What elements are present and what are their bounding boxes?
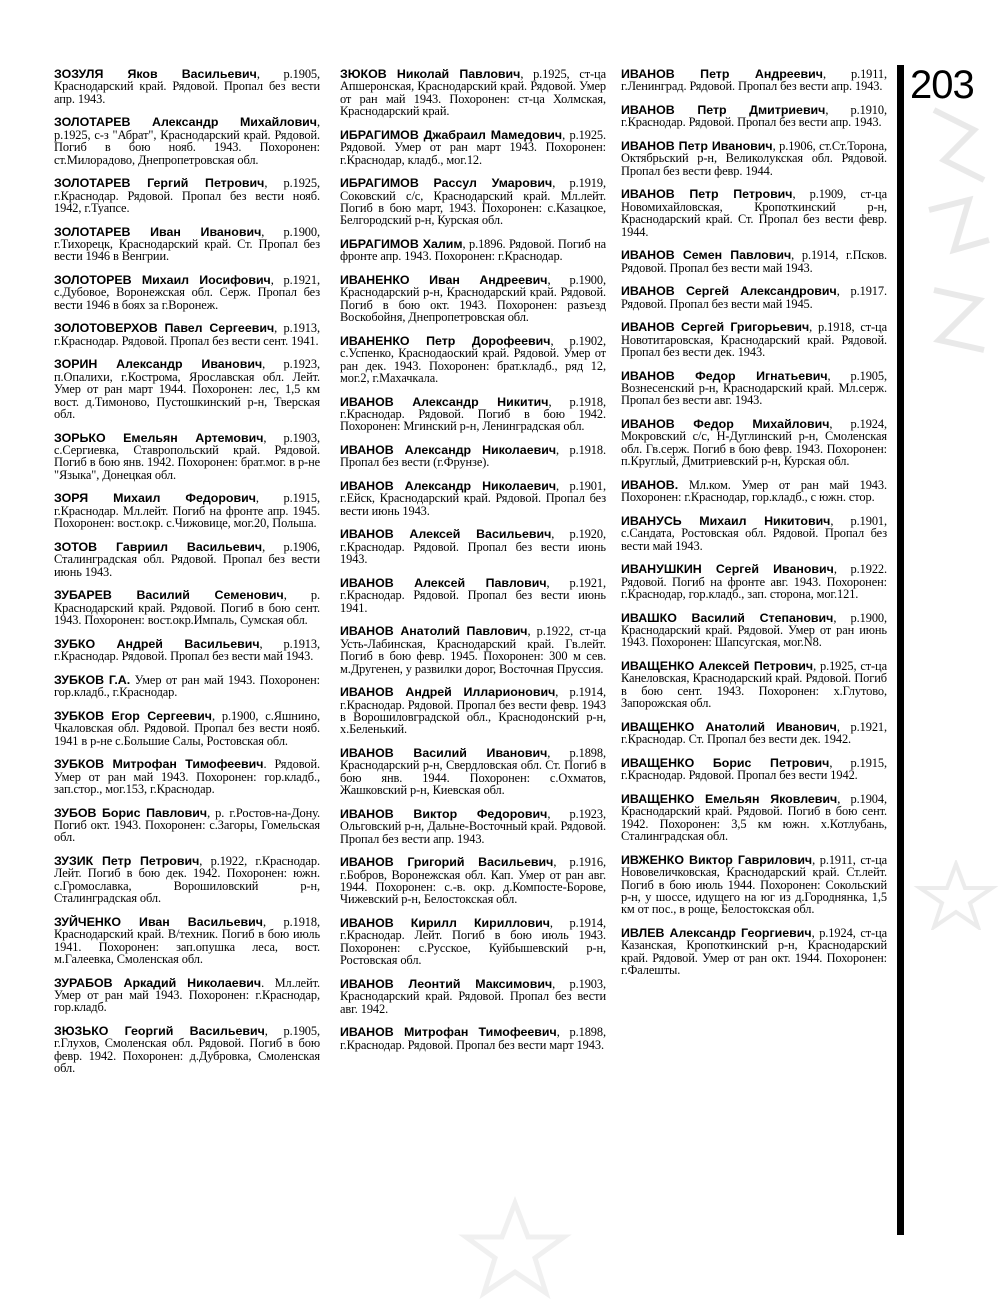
registry-entry <box>54 226 320 263</box>
registry-entry <box>340 856 606 906</box>
registry-entry <box>54 1025 320 1075</box>
person-details: , р.1914, г.Краснодар. Лейт. Погиб в бою июль 1943. Похоронен: с.Русское, Куйбышевский р-н, Ростовская обл. <box>340 915 606 968</box>
person-name: ИВАНОВ Митрофан Тимофеевич <box>340 1025 557 1040</box>
person-details: , р.1918, ст-ца Новотитаровская, Краснодарский край. Рядовой. Пропал без вести дек. 1943. <box>621 320 887 360</box>
person-name: ИВАНОВ Леонтий Максимович <box>340 976 553 991</box>
person-name: ИВАНОВ Григорий Васильевич <box>340 855 554 870</box>
person-details: , р. Краснодарский край. Рядовой. Погиб в бою сент. 1943. Похоронен: вост.окр.Импаль, Сумская обл. <box>54 588 320 628</box>
person-name: ЗОЗУЛЯ Яков Васильевич <box>54 67 257 81</box>
person-details: , р.1915, г.Краснодар. Мл.лейт. Погиб на фронте апр. 1945. Похоронен: вост.окр. с.Чижовице, мог.20, Польша. <box>54 491 320 531</box>
registry-entry <box>340 978 606 1015</box>
person-details: , р.1919, Соковский с/с, Краснодарский край. Мл.лейт. Погиб в бою март, 1943. Похоронен: с.Казацкое, Белгородский р-н, Курская обл. <box>340 176 606 228</box>
person-details: , р.1923, Ольговский р-н, Дальне-Восточный край. Рядовой. Пропал без вести апр. 1943. <box>340 806 606 846</box>
person-name: ИВАНОВ Семен Павлович <box>621 248 792 263</box>
registry-entry <box>340 480 606 517</box>
registry-entry <box>54 807 320 844</box>
registry-entry <box>54 432 320 482</box>
registry-entry <box>54 916 320 966</box>
registry-entry <box>54 674 320 699</box>
person-name: ИВАНОВ Александр Никитич <box>340 394 549 409</box>
person-details: , р.1925. Рядовой. Умер от ран март 1943. Похоронен: г.Краснодар, кладб., мог.12. <box>340 127 607 167</box>
person-details: , р.1902, с.Успенко, Краснодаоский край. Рядовой. Умер от ран дек. 1943. Похоронен: брат.кладб., ряд 12, мог.2, г.Махачкала. <box>340 333 607 386</box>
person-details: , р.1920, г.Краснодар. Рядовой. Пропал без вести июнь 1943. <box>340 527 606 567</box>
registry-entry <box>54 710 320 747</box>
person-details: . Мл.лейт. Умер от ран май 1943. Похоронен: г.Краснодар, гор.кладб. <box>54 975 320 1015</box>
registry-entry <box>340 747 606 797</box>
column-middle <box>340 68 606 1062</box>
person-name: ИВАНОВ Петр Иванович <box>621 139 773 153</box>
person-details: , р.1918. Пропал без вести (г.Фрунзе). <box>340 443 606 470</box>
person-details: , р.1924, Мокровский с/с, Н-Дуглинский р-н, Смоленская обл. Гв.серж. Погиб в бою февр. 1943. Похоронен: п.Круглый, Дмитриевский р-н, Курская обл. <box>621 417 887 469</box>
registry-entry <box>621 793 887 843</box>
person-name: ИВАЩЕНКО Анатолий Иванович <box>621 719 837 734</box>
person-name: ЗЮЗЬКО Георгий Васильевич <box>54 1023 265 1038</box>
person-name: ИВАНОВ Анатолий Павлович <box>340 624 528 639</box>
person-details: , р.1913, г.Краснодар. Рядовой. Пропал без вести сент. 1941. <box>54 321 320 348</box>
registry-entry <box>340 917 606 967</box>
registry-entry <box>621 660 887 710</box>
registry-entry <box>621 321 887 358</box>
person-name: ИВАНОВ Сергей Григорьевич <box>621 320 810 335</box>
person-name: ИВАЩЕНКО Емельян Яковлевич <box>621 791 838 806</box>
person-name: ИВАНОВ Василий Иванович <box>340 745 548 760</box>
registry-entry <box>340 129 606 166</box>
person-name: ИВАНЕНКО Иван Андреевич <box>340 273 548 288</box>
registry-entry <box>340 686 606 736</box>
registry-entry <box>340 177 606 227</box>
person-details: , р.1918, г.Краснодар. Рядовой. Погиб в бою 1942. Похоронен: Мгинский р-н, Ленинградская обл. <box>340 394 606 434</box>
person-details: Умер от ран май 1943. Похоронен: гор.кладб., г.Краснодар. <box>54 672 320 700</box>
registry-entry <box>340 625 606 675</box>
person-details: , р.1898, г.Краснодар. Рядовой. Пропал без вести март 1943. <box>340 1025 606 1052</box>
registry-entry <box>621 140 887 177</box>
page-number: 203 <box>910 63 974 107</box>
person-details: , р.1918, Краснодарский край. В/техник. Погиб в бою июль 1941. Похоронен: зап.опушка леса, вост. м.Галеевка, Смоленская обл. <box>54 914 320 966</box>
person-name: ЗОЛОТОВЕРХОВ Павел Сергеевич <box>54 321 275 336</box>
star-watermark-icon <box>440 1195 590 1305</box>
person-name: ЗОРИН Александр Иванович <box>54 357 263 372</box>
person-name: ЗЮКОВ Николай Павлович <box>340 67 521 81</box>
registry-entry <box>340 1026 606 1051</box>
person-details: , р.1922. Рядовой. Погиб на фронте авг. 1943. Похоронен: г.Краснодар, гор.кладб., зап. сторона, мог.121. <box>621 562 888 602</box>
registry-entry <box>54 177 320 214</box>
registry-entry <box>54 492 320 529</box>
person-details: , р.1905, г.Глухов, Смоленская обл. Рядовой. Погиб в бою февр. 1942. Похоронен: д.Дубровка, Смоленская обл. <box>54 1023 320 1076</box>
person-name: ИВАНОВ Сергей Александрович <box>621 284 837 299</box>
person-name: ЗОЛОТАРЕВ Гергий Петрович <box>54 176 265 191</box>
person-details: , р.1898, Краснодарский р-н, Свердловская обл. Ст. Погиб в бою янв. 1944. Похоронен: с.Охматов, Жашковский р-н, Киевская обл. <box>340 745 606 798</box>
person-details: , р.1905, Вознесенский р-н, Краснодарский край. Мл.серж. Пропал без вести авг. 1943. <box>621 368 887 408</box>
person-details: , р.1911, г.Ленинград. Рядовой. Пропал без вести апр. 1943. <box>621 67 888 94</box>
person-details: , р.1922, г.Краснодар. Лейт. Погиб в бою дек. 1942. Похоронен: южн. с.Громославка, Ворошиловский р-н, Сталинградская обл. <box>54 853 321 906</box>
person-name: ЗОРЬКО Емельян Артемович <box>54 430 264 445</box>
person-name: ИВАНОВ Александр Николаевич <box>340 479 557 494</box>
registry-entry <box>54 358 320 420</box>
person-details: Мл.ком. Умер от ран май 1943. Похоронен: г.Краснодар, гор.кладб., с южн. стор. <box>621 477 887 505</box>
person-name: ИВАНОВ Андрей Илларионович <box>340 685 556 700</box>
registry-entry <box>621 612 887 649</box>
person-details: , р.1921, г.Краснодар. Ст. Пропал без вести дек. 1942. <box>621 719 888 747</box>
person-name: ИВАНОВ Алексей Васильевич <box>340 527 552 542</box>
registry-entry <box>340 335 606 385</box>
person-details: , р.1900, Краснодарский край. Рядовой. Умер от ран июнь 1943. Похоронен: Шапсугская, мог.N8. <box>621 610 888 650</box>
person-details: , р.1917. Рядовой. Пропал без вести май 1945. <box>621 284 887 311</box>
person-details: , р.1900, с.Яшнино, Чкаловская обл. Рядовой. Пропал без вести нояб. 1941 в р-не с.Большие Салы, Ростовская обл. <box>54 708 320 748</box>
person-name: ЗУБКО Андрей Васильевич <box>54 636 260 651</box>
person-name: ЗУЗИК Петр Петрович <box>54 853 200 868</box>
person-name: ИВАНОВ Петр Петрович <box>621 187 793 202</box>
registry-entry <box>621 757 887 782</box>
person-name: ЗУБАРЕВ Василий Семенович <box>54 588 284 603</box>
person-name: ИВАНОВ Федор Игнатьевич <box>621 368 828 383</box>
registry-entry <box>340 528 606 565</box>
person-name: ЗУРАБОВ Аркадий Николаевич <box>54 975 262 990</box>
registry-entry <box>54 274 320 311</box>
registry-entry <box>621 418 887 468</box>
registry-entry <box>621 563 887 600</box>
person-details: , р.1916, г.Бобров, Воронежская обл. Кап. Умер от ран авг. 1944. Похоронен: с.-в. окр. д.Компосте-Борове, Чижевский р-н, Белостокская обл. <box>340 855 606 907</box>
person-name: ЗУБОВ Борис Павлович <box>54 805 208 820</box>
registry-entry <box>54 541 320 578</box>
person-name: ИВАНОВ Федор Михайлович <box>621 417 830 432</box>
person-details: , р.1914, г.Краснодар. Рядовой. Пропал без вести февр. 1943 в Ворошиловградской обл., Краснодонский р-н, х.Беленький. <box>340 685 606 737</box>
registry-entry <box>621 479 887 504</box>
person-details: , р.1900, Краснодарский р-н, Краснодарский край. Рядовой. Погиб в бою окт. 1943. Похоронен: разъезд Воскобойня, Днепропетровская обл. <box>340 273 606 325</box>
person-details: , р.1924, ст-ца Казанская, Кропоткинский р-н, Краснодарский край. Рядовой. Умер от ран окт. 1944. Похоронен: г.Фалешты. <box>621 925 887 978</box>
registry-entry <box>54 68 320 105</box>
person-details: , р.1904, Краснодарский край. Рядовой. Погиб в бою сент. 1942. Похоронен: 3,5 км южн. х.Котлубань, Сталинградская обл. <box>621 791 887 844</box>
registry-entry <box>340 68 606 118</box>
registry-entry <box>54 322 320 347</box>
person-name: ИВАНУСЬ Михаил Никитович <box>621 513 831 528</box>
person-name: ИВАЩЕНКО Борис Петрович <box>621 755 830 770</box>
registry-entry <box>340 444 606 469</box>
person-name: ИВАНОВ Петр Андреевич <box>621 67 823 81</box>
person-details: , р.1921, с.Дубовое, Воронежская обл. Серж. Пропал без вести 1946 в боях за г.Воронеж. <box>54 273 320 312</box>
person-name: ИВЖЕНКО Виктор Гаврилович <box>621 852 813 867</box>
registry-entry <box>54 758 320 795</box>
person-details: , р.1921, г.Краснодар. Рядовой. Пропал без вести июнь 1941. <box>340 575 607 615</box>
person-name: ИВАНОВ Виктор Федорович <box>340 806 548 821</box>
person-details: , р.1910, г.Краснодар. Рядовой. Пропал без вести апр. 1943. <box>621 103 887 130</box>
person-name: ИВАНОВ. <box>621 477 679 492</box>
registry-entry <box>621 249 887 274</box>
person-name: ИВАНЕНКО Петр Дорофеевич <box>340 333 551 348</box>
registry-entry <box>621 854 887 916</box>
person-details: , р.1901, с.Сандата, Ростовская обл. Рядовой. Пропал без вести май 1943. <box>621 513 888 553</box>
person-name: ЗОРЯ Михаил Федорович <box>54 491 256 506</box>
column-right <box>621 68 887 988</box>
star-icon <box>912 860 1000 930</box>
person-details: . Рядовой. Умер от ран май 1943. Похоронен: гор.кладб., зап.стор., мог.153, г.Краснодар. <box>54 757 320 796</box>
person-details: , р.1925, г.Краснодар. Рядовой. Пропал без вести нояб. 1942, г.Туапсе. <box>54 176 320 216</box>
person-details: , р.1922, ст-ца Усть-Лабинская, Краснодарский край. Гв.лейт. Погиб в бою февр. 1945. Похоронен: 300 м сев. м.Другенен, у развилки дорог, Восточная Пруссия. <box>340 624 607 676</box>
registry-entry <box>621 370 887 407</box>
person-name: ИВЛЕВ Александр Георгиевич <box>621 925 812 940</box>
registry-entry <box>340 274 606 324</box>
registry-entry <box>621 927 887 977</box>
registry-entry <box>54 116 320 166</box>
person-details: , р.1903, Краснодарский край. Рядовой. Пропал без вести авг. 1942. <box>340 976 606 1016</box>
person-details: , р.1925, ст-ца Канеловская, Краснодарский край. Рядовой. Погиб в бою сент. 1943. Похоронен: х.Глутово, Запорожская обл. <box>621 659 887 711</box>
registry-entry <box>54 638 320 663</box>
registry-entry <box>621 68 887 93</box>
person-name: ИБРАГИМОВ Халим <box>340 237 463 252</box>
person-details: , р.1913, г.Краснодар. Рядовой. Пропал без вести май 1943. <box>54 636 320 664</box>
person-details: , р.1906, Сталинградская обл. Рядовой. Пропал без вести июнь 1943. <box>54 539 320 579</box>
person-name: ИВАНОВ Петр Дмитриевич <box>621 103 826 117</box>
person-name: ЗУБКОВ Митрофан Тимофеевич <box>54 757 264 772</box>
column-left <box>54 68 320 1086</box>
registry-entry <box>340 396 606 433</box>
person-details: , р.1900, г.Тихорецк, Краснодарский край. Ст. Пропал без вести 1946 в Венгрии. <box>54 224 320 264</box>
registry-entry <box>54 589 320 626</box>
thumb-index-rule <box>897 65 904 1235</box>
registry-entry <box>340 238 606 263</box>
registry-entry <box>621 515 887 552</box>
person-details: , р.1906, ст.Ст.Торона, Октябрьский р-н, Великолукская обл. Рядовой. Пропал без вести февр. 1944. <box>621 139 887 178</box>
person-name: ЗОЛОТАРЕВ Александр Михайлович <box>54 115 317 130</box>
person-name: ИБРАГИМОВ Рассул Умарович <box>340 176 553 191</box>
person-name: ИВАНОВ Алексей Павлович <box>340 575 547 590</box>
person-name: ИБРАГИМОВ Джабраил Мамедович <box>340 127 563 142</box>
person-details: , р.1925, ст-ца Апшеронская, Краснодарский край. Рядовой. Умер от ран май 1943. Похоронен: ст-ца Холмская, Краснодарский край. <box>340 67 606 119</box>
registry-entry <box>621 285 887 310</box>
person-name: ЗОТОВ Гавриил Васильевич <box>54 539 263 554</box>
person-details: , р.1905, Краснодарский край. Рядовой. Пропал без вести апр. 1943. <box>54 67 321 106</box>
registry-entry <box>54 855 320 905</box>
person-details: , р.1901, г.Ейск, Краснодарский край. Рядовой. Пропал без вести июнь 1943. <box>340 479 606 518</box>
registry-entry <box>621 188 887 238</box>
registry-entry <box>621 721 887 746</box>
person-name: ИВАНОВ Александр Николаевич <box>340 443 557 458</box>
registry-entry <box>54 977 320 1014</box>
person-name: ИВАНУШКИН Сергей Иванович <box>621 562 834 577</box>
person-details: , р.1903, с.Сергиевка, Ставропольский край. Рядовой. Погиб в бою янв. 1942. Похоронен: брат.мог. в р-не "Языка", Донецкая обл. <box>54 430 320 482</box>
person-details: , р. г.Ростов-на-Дону. Погиб окт. 1943. Похоронен: с.Загоры, Гомельская обл. <box>54 805 320 845</box>
person-name: ЗОЛОТАРЕВ Иван Иванович <box>54 224 262 239</box>
person-name: ИВАЩЕНКО Алексей Петрович <box>621 659 814 674</box>
person-name: ЗУБКОВ Г.А. <box>54 672 131 687</box>
person-details: , р.1923, п.Опалихи, г.Кострома, Ярославская обл. Лейт. Умер от ран март 1944. Похоронен: лес, 1,5 км вост. д.Тимоново, Пустошкинский р-н, Тверская обл. <box>54 357 320 422</box>
registry-entry <box>340 577 606 614</box>
person-name: ИВАНОВ Кирилл Кириллович <box>340 915 550 930</box>
registry-entry <box>340 808 606 845</box>
person-name: ЗОЛОТОРЕВ Михаил Иосифович <box>54 273 271 288</box>
person-details: , р.1914, г.Псков. Рядовой. Пропал без вести май 1943. <box>621 248 887 275</box>
person-details: , р.1925, с-з "Абрат", Краснодарский край. Рядовой. Погиб в бою нояб. 1943. Похоронен: ст.Милорадово, Днепропетровская обл. <box>54 115 320 167</box>
person-name: ЗУБКОВ Егор Сергеевич <box>54 708 212 723</box>
person-details: , р.1909, ст-ца Новомихайловская, Кропоткинский р-н, Краснодарский край. Ст. Пропал без вести февр. 1944. <box>621 187 887 239</box>
registry-entry <box>621 104 887 129</box>
person-name: ИВАШКО Василий Степанович <box>621 610 834 625</box>
person-details: , р.1915, г.Краснодар. Рядовой. Пропал без вести 1942. <box>621 755 887 783</box>
person-details: , р.1911, ст-ца Нововеличковская, Краснодарский край. Ст.лейт. Погиб в бою июль 1944. Похоронен: Сокольский р-н, у шоссе, идущего на юг из д.Городнянка, 1,5 км от пос., в роще, Белостокская обл. <box>621 852 887 917</box>
memorial-stamp-watermark <box>914 100 1000 400</box>
person-details: , р.1896. Рядовой. Погиб на фронте апр. 1943. Похоронен: г.Краснодар. <box>340 237 606 264</box>
person-name: ЗУЙЧЕНКО Иван Васильевич <box>54 914 263 929</box>
